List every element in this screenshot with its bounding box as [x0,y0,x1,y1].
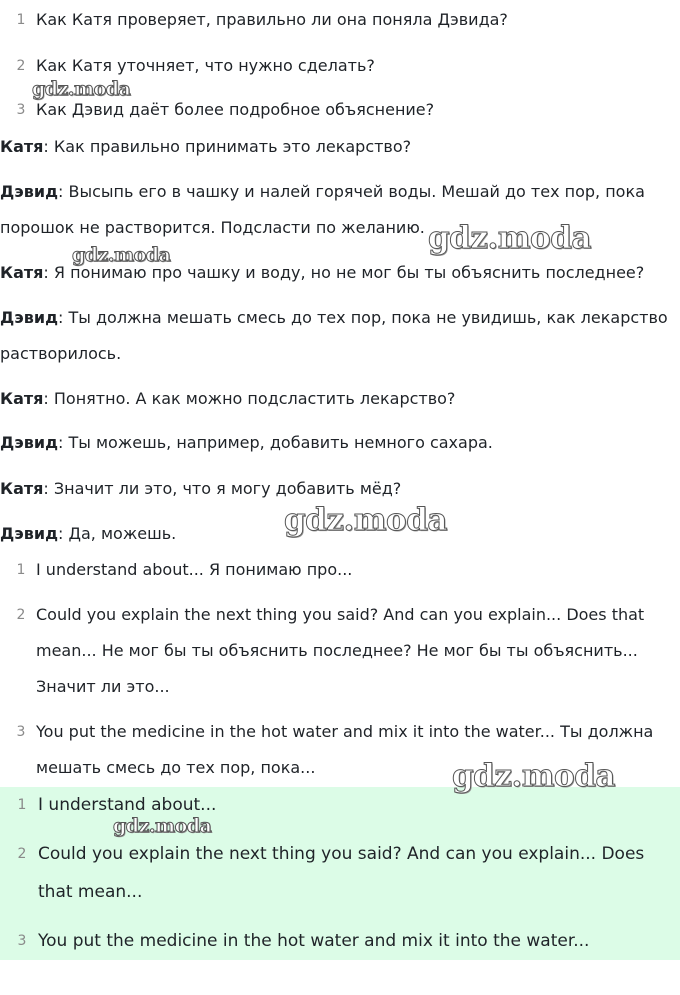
dialogue-text: : Ты можешь, например, добавить немного сахара. [58,433,493,452]
dialogue-text: : Значит ли это, что я могу добавить мёд? [43,479,402,498]
answer-text: Could you explain the next thing you said? And can you explain... Does [38,844,645,864]
watermark: gdz.moda [72,244,171,266]
dialogue-line [0,300,674,336]
answer-number: 2 [17,846,27,862]
dialogue-line [0,381,674,417]
question-text: Как Катя уточняет, что нужно сделать? [36,56,375,75]
answer-box [0,787,680,960]
watermark: gdz.moda [452,758,615,794]
dialogue-text: порошок не растворится. Подсласти по желанию. [0,218,425,237]
phrase-text: You put the medicine in the hot water and mix it into the water... Ты должна [36,722,654,741]
answer-text: that mean... [38,882,143,902]
answer-text: I understand about... [38,795,217,815]
speaker-name: Дэвид [0,182,58,201]
question-text: Как Дэвид даёт более подробное объяснение? [36,100,435,119]
phrase-number: 1 [16,562,26,578]
dialogue-text: : Я понимаю про чашку и воду, но не мог бы ты объяснить последнее? [43,263,645,282]
speaker-name: Катя [0,137,44,156]
dialogue-text: : Высыпь его в чашку и налей горячей воды. Мешай до тех пор, пока [58,182,645,201]
dialogue-text: растворилось. [0,344,122,363]
dialogue-text: : Понятно. А как можно подсластить лекарство? [43,389,456,408]
question-text: Как Катя проверяет, правильно ли она поняла Дэвида? [36,10,508,29]
speaker-name: Дэвид [0,524,58,543]
watermark: gdz.moda [32,78,131,100]
phrase-text: mean... Не мог бы ты объяснить последнее? Не мог бы ты объяснить... [36,641,638,660]
speaker-name: Катя [0,389,44,408]
speaker-name: Дэвид [0,308,58,327]
question-number: 1 [16,12,26,28]
speaker-name: Дэвид [0,433,58,452]
speaker-name: Катя [0,263,44,282]
phrase-text: мешать смесь до тех пор, пока... [36,758,316,777]
phrase-text: Значит ли это... [36,677,170,696]
dialogue-line-continued [0,336,674,372]
watermark: gdz.moda [428,220,591,256]
dialogue-text: : Да, можешь. [58,524,177,543]
phrase-number: 2 [16,607,26,623]
dialogue-line [0,174,674,210]
answer-number: 3 [17,933,27,949]
speaker-name: Катя [0,479,44,498]
answer-number: 1 [17,797,27,813]
phrase-text: Could you explain the next thing you said? And can you explain... Does that [36,605,645,624]
answer-text: You put the medicine in the hot water and mix it into the water... [38,931,590,951]
dialogue-text: : Как правильно принимать это лекарство? [43,137,412,156]
question-number: 2 [16,58,26,74]
phrase-number: 3 [16,724,26,740]
dialogue-text: : Ты должна мешать смесь до тех пор, пока не увидишь, как лекарство [58,308,668,327]
dialogue-line [0,425,674,461]
dialogue-line [0,129,674,165]
watermark: gdz.moda [113,815,212,837]
question-number: 3 [16,102,26,118]
watermark: gdz.moda [284,502,447,538]
phrase-text: I understand about... Я понимаю про... [36,560,353,579]
